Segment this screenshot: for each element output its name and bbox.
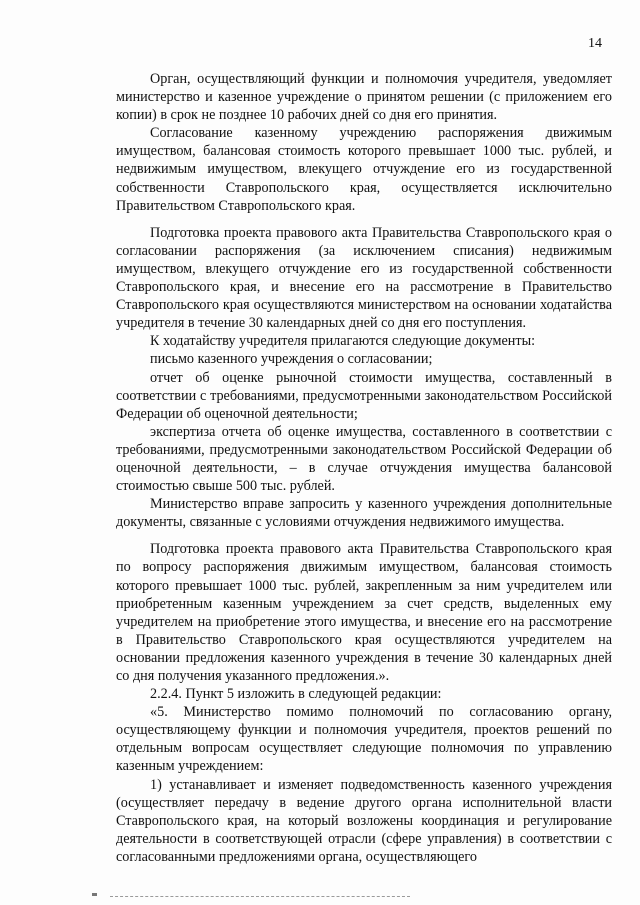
scan-artifact [92, 893, 97, 896]
paragraph: Подготовка проекта правового акта Правительства Ставропольского края о согласовании распоряжения (за исключением списания) недвижимым имуществом, влекущего отчуждение его из государственной собственности Ставропольского края, и внесение его на рассмотрение в Правительство Ставропольского края осуществляются министерством на основании ходатайства учредителя в течение 30 календарных дней со дня его поступления. [116, 224, 612, 332]
paragraph: 2.2.4. Пункт 5 изложить в следующей редакции: [150, 686, 442, 703]
paragraph: Согласование казенному учреждению распоряжения движимым имуществом, балансовая стоимость которого превышает 1000 тыс. рублей, и недвижимым имуществом, влекущего отчуждение его из государственной собственности Ставропольского края, осуществляется исключительно Правительством Ставропольского края. [116, 125, 612, 214]
paragraph: отчет об оценке рыночной стоимости имущества, составленный в соответствии с требованиями, предусмотренными законодательством Российской Федерации об оценочной деятельности; [116, 369, 612, 422]
paragraph: Орган, осуществляющий функции и полномочия учредителя, уведомляет министерство и казенное учреждение о принятом решении (с приложением его копии) в срок не позднее 10 рабочих дней со дня его принятия. [116, 71, 612, 124]
paragraph: письмо казенного учреждения о согласовании; [150, 351, 433, 368]
paragraph: 1) устанавливает и изменяет подведомственность казенного учреждения (осуществляет передачу в ведение другого органа исполнительной власти Ставропольского края, на который возложены координация и регулирование деятельности в соответствующей отрасли (сфере управления) в соответствии с согласованными предложениями органа, осуществляющего [116, 776, 612, 865]
paragraph: «5. Министерство помимо полномочий по согласованию органу, осуществляющему функции и полномочия учредителя, проектов решений по отдельным вопросам осуществляет следующие полномочия по управлению казенным учреждением: [116, 704, 612, 775]
paragraph: экспертиза отчета об оценке имущества, составленного в соответствии с требованиями, предусмотренными законодательством Российской Федерации об оценочной деятельности, – в случае отчуждения имущества балансовой стоимостью свыше 500 тыс. рублей. [116, 423, 612, 495]
paragraph: Министерство вправе запросить у казенного учреждения дополнительные документы, связанные с условиями отчуждения недвижимого имущества. [116, 496, 612, 531]
bottom-divider [110, 896, 410, 897]
paragraph: К ходатайству учредителя прилагаются следующие документы: [150, 333, 536, 350]
page-number: 14 [588, 36, 602, 51]
document-body [116, 70, 612, 866]
paragraph: Подготовка проекта правового акта Правительства Ставропольского края по вопросу распоряжения движимым имуществом, балансовая стоимость которого превышает 1000 тыс. рублей, закрепленным за ним учредителем или приобретенным казенным учреждением за счет средств, выделенных ему учредителем на приобретение этого имущества, и внесение его на рассмотрение в Правительство Ставропольского края осуществляются учредителем на основании предложения казенного учреждения в течение 30 календарных дней со дня получения указанного предложения.». [116, 541, 612, 684]
